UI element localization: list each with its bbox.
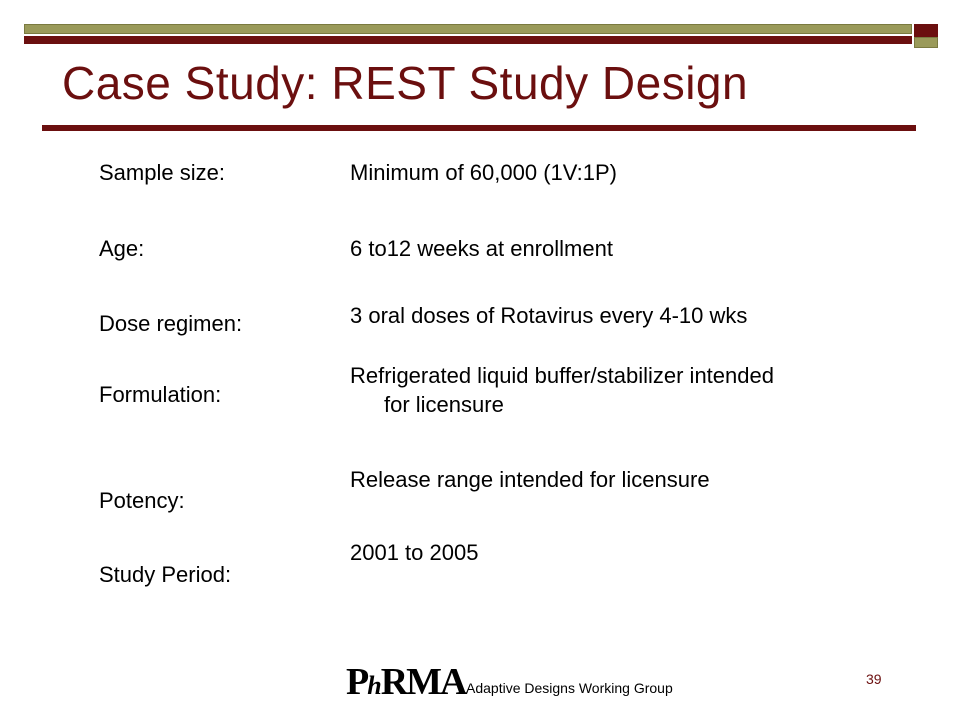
corner-square-olive <box>914 37 938 48</box>
title-underline <box>42 125 916 131</box>
footer-group-name: Adaptive Designs Working Group <box>466 680 673 696</box>
logo-rma: RMA <box>380 661 466 703</box>
dose-regimen-label: Dose regimen: <box>99 311 243 336</box>
sample-size-value: Minimum of 60,000 (1V:1P) <box>350 160 617 185</box>
logo-h: h <box>367 671 381 700</box>
dose-regimen-value: 3 oral doses of Rotavirus every 4-10 wks <box>350 303 748 328</box>
logo-p: P <box>346 661 368 703</box>
page-number: 39 <box>866 671 882 687</box>
study-period-label: Study Period: <box>99 562 232 587</box>
header-decoration <box>24 24 938 48</box>
age-label: Age: <box>99 236 145 261</box>
maroon-stripe <box>24 36 912 44</box>
formulation-value-line1: Refrigerated liquid buffer/stabilizer intended <box>350 363 774 388</box>
study-period-value: 2001 to 2005 <box>350 540 479 565</box>
corner-square-maroon <box>914 24 938 37</box>
age-value: 6 to12 weeks at enrollment <box>350 236 613 261</box>
slide-title: Case Study: REST Study Design <box>62 57 749 109</box>
potency-value: Release range intended for licensure <box>350 467 710 492</box>
potency-label: Potency: <box>99 488 185 513</box>
formulation-value-line2: for licensure <box>384 392 504 417</box>
phrma-logo <box>346 660 465 704</box>
sample-size-label: Sample size: <box>99 160 225 185</box>
formulation-label: Formulation: <box>99 382 222 407</box>
formulation-value <box>350 361 910 419</box>
olive-stripe <box>24 24 912 34</box>
